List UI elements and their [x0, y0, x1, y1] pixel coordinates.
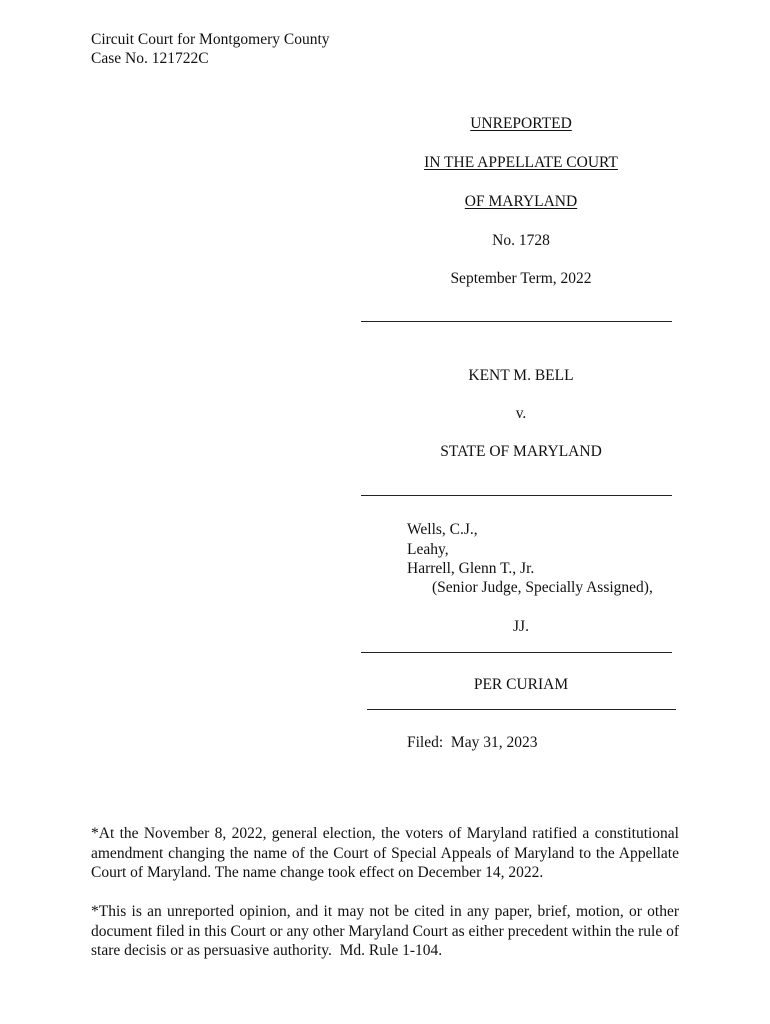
unreported-label: UNREPORTED — [470, 115, 572, 132]
judge-line: Harrell, Glenn T., Jr. — [407, 560, 535, 577]
divider-rule — [361, 652, 672, 653]
lower-court-name: Circuit Court for Montgomery County — [91, 31, 330, 48]
judge-line: Leahy, — [407, 541, 449, 558]
footnote-court-rename: *At the November 8, 2022, general election, the voters of Maryland ratified a constitutional amendment changing the name of the Court of Special Appeals of Maryland to the Appellate Court of Maryland. The name change took effect on December 14, 2022. — [91, 825, 679, 881]
judge-line: Wells, C.J., — [407, 521, 478, 538]
versus: v. — [515, 405, 527, 422]
divider-rule — [367, 709, 676, 710]
appellee-name: STATE OF MARYLAND — [440, 443, 602, 460]
divider-rule — [361, 495, 672, 496]
case-number: Case No. 121722C — [91, 50, 209, 67]
court-name-line-2: OF MARYLAND — [464, 193, 578, 210]
term: September Term, 2022 — [450, 270, 592, 287]
filed-date: Filed: May 31, 2023 — [407, 734, 538, 751]
judge-note: (Senior Judge, Specially Assigned), — [432, 579, 653, 596]
docket-number: No. 1728 — [492, 232, 550, 249]
footnote-unreported-notice: *This is an unreported opinion, and it may not be cited in any paper, brief, motion, or other document filed in this Court or any other Maryland Court as either precedent within the rule of stare decisis or as persuasive authority. Md. Rule 1-104. — [91, 903, 683, 959]
divider-rule — [361, 321, 672, 322]
judges-suffix: JJ. — [513, 618, 529, 635]
opinion-type: PER CURIAM — [473, 676, 569, 693]
appellant-name: KENT M. BELL — [468, 367, 574, 384]
court-name-line-1: IN THE APPELLATE COURT — [424, 154, 618, 171]
